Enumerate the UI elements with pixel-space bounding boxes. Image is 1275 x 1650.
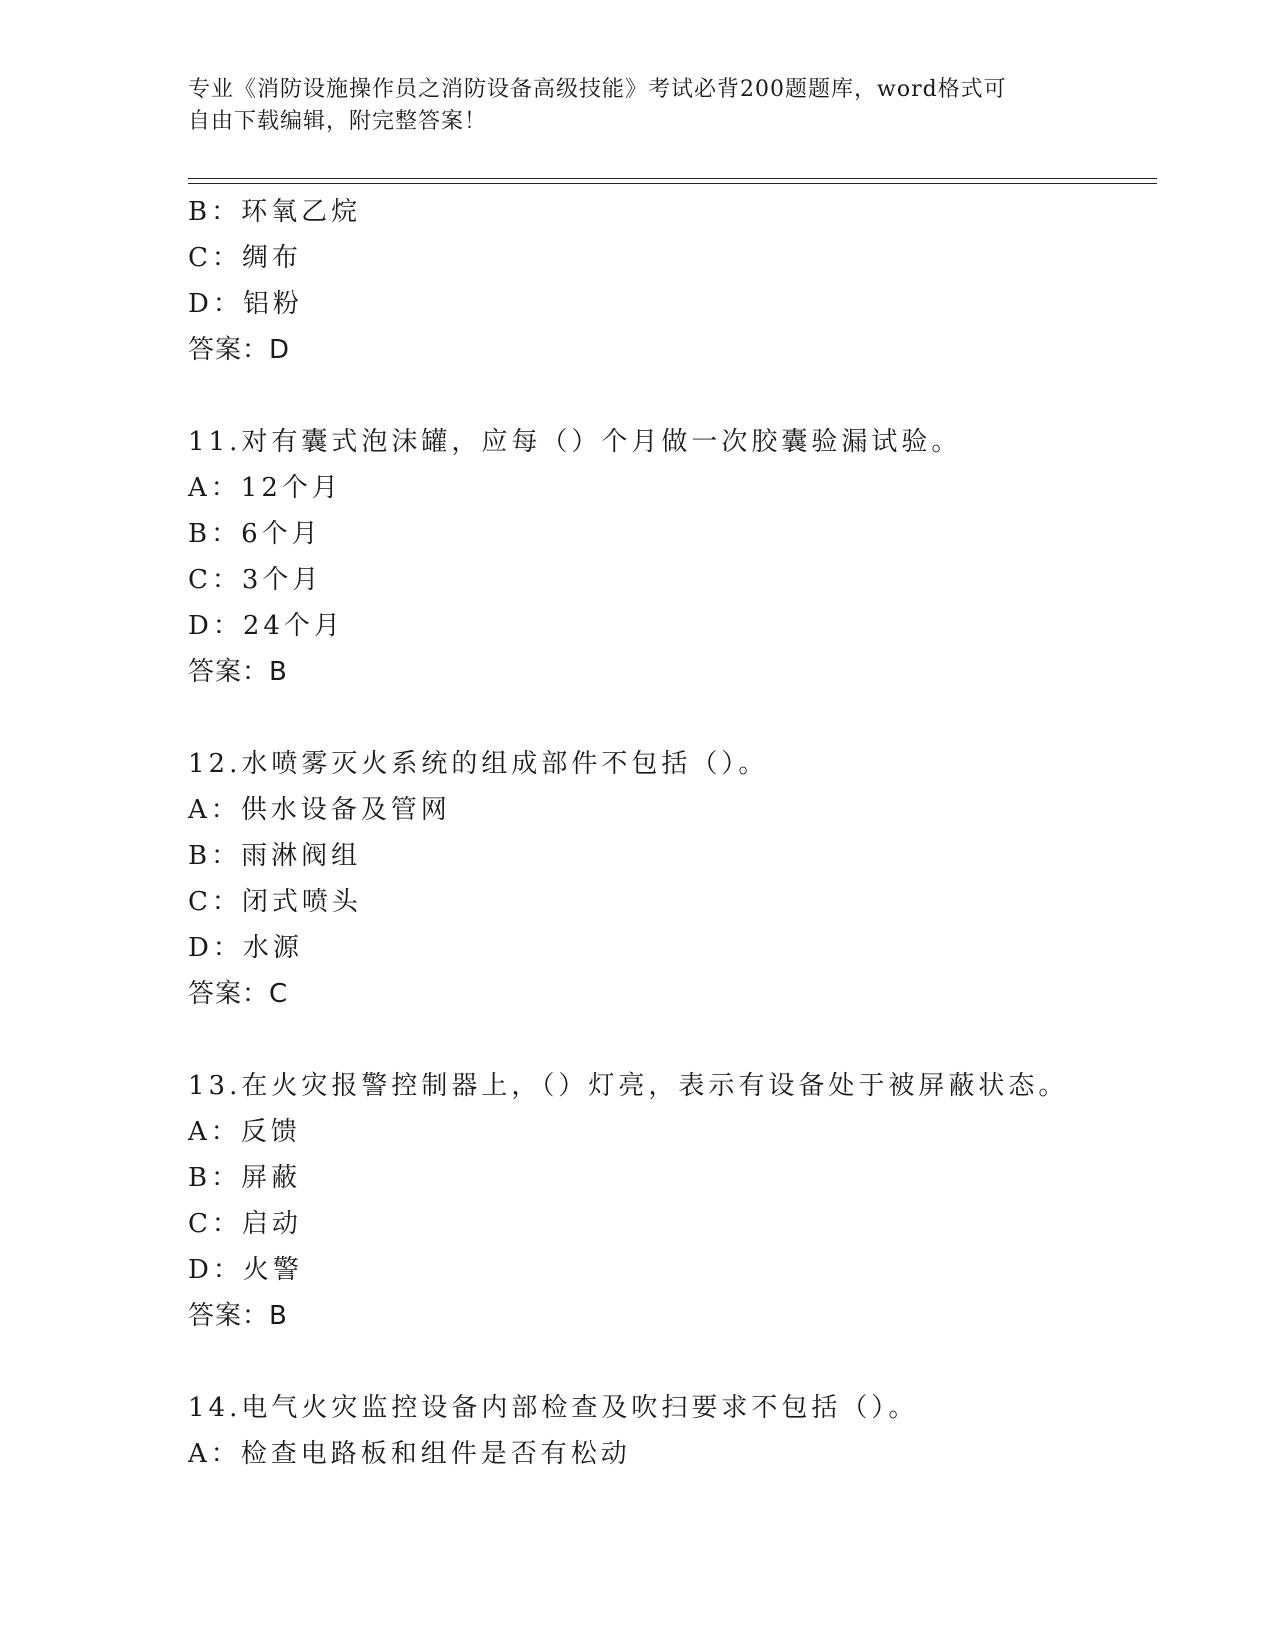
answer: 答案：B bbox=[188, 657, 288, 687]
spacer bbox=[188, 1339, 1148, 1385]
question-block-14 bbox=[188, 1385, 1148, 1477]
document-header bbox=[188, 74, 1088, 138]
answer: 答案：B bbox=[188, 1301, 288, 1331]
question-block-12 bbox=[188, 741, 1148, 1017]
option-b: B：雨淋阀组 bbox=[188, 841, 362, 871]
question-block-11 bbox=[188, 419, 1148, 695]
option-b: B：环氧乙烷 bbox=[188, 197, 362, 227]
question-text: 14.电气火灾监控设备内部检查及吹扫要求不包括（）。 bbox=[188, 1393, 919, 1423]
option-d: D：火警 bbox=[188, 1255, 303, 1285]
question-block-13 bbox=[188, 1063, 1148, 1339]
spacer bbox=[188, 695, 1148, 741]
option-d: D：铝粉 bbox=[188, 289, 303, 319]
header-divider-bottom bbox=[188, 183, 1157, 184]
spacer bbox=[188, 1017, 1148, 1063]
option-c: C：绸布 bbox=[188, 243, 302, 273]
option-a: A：检查电路板和组件是否有松动 bbox=[188, 1439, 631, 1469]
option-a: A：12个月 bbox=[188, 473, 342, 503]
option-d: D：24个月 bbox=[188, 611, 344, 641]
question-list bbox=[188, 189, 1148, 1477]
option-c: C：启动 bbox=[188, 1209, 302, 1239]
option-a: A：供水设备及管网 bbox=[188, 795, 451, 825]
header-line-2: 自由下载编辑，附完整答案！ bbox=[188, 109, 488, 134]
option-c: C：闭式喷头 bbox=[188, 887, 362, 917]
option-c: C：3个月 bbox=[188, 565, 323, 595]
answer: 答案：C bbox=[188, 979, 289, 1009]
option-a: A：反馈 bbox=[188, 1117, 301, 1147]
option-d: D：水源 bbox=[188, 933, 303, 963]
question-text: 13.在火灾报警控制器上，（）灯亮，表示有设备处于被屏蔽状态。 bbox=[188, 1071, 1069, 1101]
question-text: 12.水喷雾灭火系统的组成部件不包括（）。 bbox=[188, 749, 769, 779]
question-block-10 bbox=[188, 189, 1148, 373]
option-b: B：6个月 bbox=[188, 519, 322, 549]
question-text: 11.对有囊式泡沫罐，应每（）个月做一次胶囊验漏试验。 bbox=[188, 427, 962, 457]
header-divider-top bbox=[188, 178, 1157, 179]
answer: 答案：D bbox=[188, 335, 291, 365]
header-line-1: 专业《消防设施操作员之消防设备高级技能》考试必背200题题库，word格式可 bbox=[188, 77, 1007, 102]
spacer bbox=[188, 373, 1148, 419]
option-b: B：屏蔽 bbox=[188, 1163, 302, 1193]
